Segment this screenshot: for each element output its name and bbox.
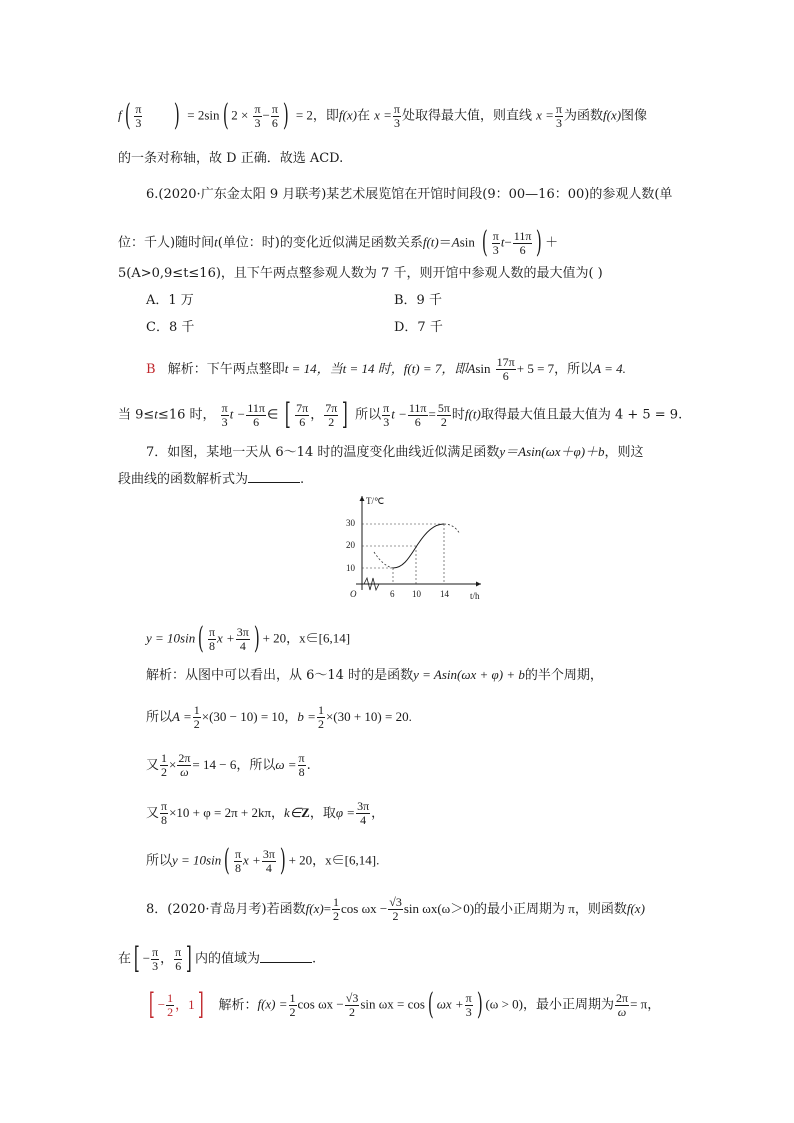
- question-6-line-1: 6.(2020·广东金太阳 9 月联考)某艺术展览馆在开馆时间段(9：00—16：00)的参观人数(单: [146, 187, 673, 202]
- solution-line-2: 的一条对称轴，故 D 正确．故选 ACD.: [118, 151, 344, 166]
- solution-8-line-1: [ − $\frac{1}{2}$ ，1] 解析：f(x) = $\frac{1}{2}$ cos ωx − $\frac{√3}{2}$ sin ωx = cos( ωx + $\frac{\pi}{3}$ ) (ω > 0)，最小正周期为 $\frac{2\pi}{\omega}$ = π，: [146, 990, 660, 1020]
- answer-7: y = 10sin( $\frac{\pi}{8}$ x + $\frac{3\pi}{4}$ ) + 20，x∈[6,14]: [146, 621, 351, 656]
- solution-6-line-2: 当 9≤t≤16 时， $\frac{\pi}{3}$ t − $\frac{11\pi}{6}$ ∈ [ $\frac{7\pi}{6}$ ， $\frac{7\pi}{2}$ ] 所以 $\frac{\pi}{3}$ t − $\frac{11\pi}{6}$ = $\frac{5\pi}{2}$ 时f(t)取得最大值且最大值为 4 + 5 = 9.: [118, 397, 683, 432]
- option-c: C．8 千: [146, 320, 195, 335]
- solution-6-line-1: B 解析：下午两点整即t = 14，当t = 14 时，f(t) = 7，即Asin $\frac{17\pi}{6}$ + 5 = 7，所以A = 4.: [146, 355, 626, 383]
- option-a: A．1 万: [146, 293, 194, 308]
- x-axis-label: t/h: [470, 591, 480, 601]
- answer-blank: [260, 950, 312, 963]
- x-tick-label: 10: [412, 589, 421, 599]
- curve-dashed-right: [444, 524, 460, 534]
- origin-label: O: [350, 589, 357, 599]
- x-axis-arrow: [476, 582, 481, 587]
- solution-7-line-1: 解析：从图中可以看出，从 6～14 时的是函数y = Asin(ωx + φ) + b的半个周期，: [146, 667, 603, 683]
- x-tick-label: 6: [390, 589, 395, 599]
- fraction-pi-3: $\frac{\pi}{3}$: [135, 101, 142, 130]
- question-8-line-2: 在[ − $\frac{\pi}{3}$ ， $\frac{\pi}{6}$ ] 内的值域为 .: [118, 941, 317, 976]
- solution-7-line-5: 所以y = 10sin( $\frac{\pi}{8}$ x + $\frac{3\pi}{4}$ ) + 20，x∈[6,14].: [146, 843, 380, 878]
- x-tick-label: 14: [440, 589, 449, 599]
- solution-7-line-3: 又 $\frac{1}{2}$ × $\frac{2\pi}{\omega}$ = 14 − 6，所以ω = $\frac{\pi}{8}$ .: [146, 751, 311, 779]
- y-tick-label: 10: [346, 563, 355, 573]
- option-d: D．7 千: [394, 320, 443, 335]
- option-b: B．9 千: [394, 293, 442, 308]
- solution-7-line-2: 所以A = $\frac{1}{2}$ ×(30 − 10) = 10，b = $\frac{1}{2}$ ×(30 + 10) = 20.: [146, 703, 412, 731]
- y-axis-arrow: [360, 496, 365, 501]
- question-6-line-3: 5(A>0,9≤t≤16)，且下午两点整参观人数为 7 千，则开馆中参观人数的最大值为( ): [118, 266, 603, 281]
- solution-line-1: f( $\frac{\pi}{3}$ ) = 2sin( 2 × $\frac{\pi}{3}$ − $\frac{\pi}{6}$ ) = 2，即f(x)在 x = $\frac{\pi}{3}$ 处取得最大值，则直线 x = $\frac{\pi}{3}$ 为函数f(x)图像: [118, 98, 648, 133]
- y-tick-label: 20: [346, 540, 355, 550]
- question-8-line-1: 8．(2020·青岛月考)若函数f(x)= $\frac{1}{2}$ cos ωx − $\frac{√3}{2}$ sin ωx(ω＞0)的最小正周期为 π，则函数f(x): [146, 895, 645, 923]
- temperature-curve: [393, 524, 444, 568]
- temperature-graph: [338, 490, 488, 608]
- answer-letter: B: [146, 362, 156, 377]
- question-7-line-1: 7．如图，某地一天从 6～14 时的温度变化曲线近似满足函数y＝Asin(ωx＋φ)＋b，则这: [146, 444, 644, 460]
- question-6-line-2: 位：千人)随时间t(单位：时)的变化近似满足函数关系f(t)＝Asin ( $\frac{\pi}{3}$ t− $\frac{11\pi}{6}$ ) ＋: [118, 225, 559, 260]
- y-tick-label: 30: [346, 518, 355, 528]
- curve-dashed-left: [374, 552, 393, 568]
- function-symbol: f: [118, 107, 122, 123]
- question-7-line-2: 段曲线的函数解析式为 .: [118, 472, 305, 487]
- answer-interval: [ − $\frac{1}{2}$ ，1]: [148, 987, 204, 1022]
- y-axis-label: T/℃: [366, 496, 385, 506]
- answer-blank: [248, 470, 300, 483]
- solution-7-line-4: 又 $\frac{\pi}{8}$ ×10 + φ = 2π + 2kπ，k∈Z，取φ = $\frac{3\pi}{4}$ ，: [146, 799, 385, 827]
